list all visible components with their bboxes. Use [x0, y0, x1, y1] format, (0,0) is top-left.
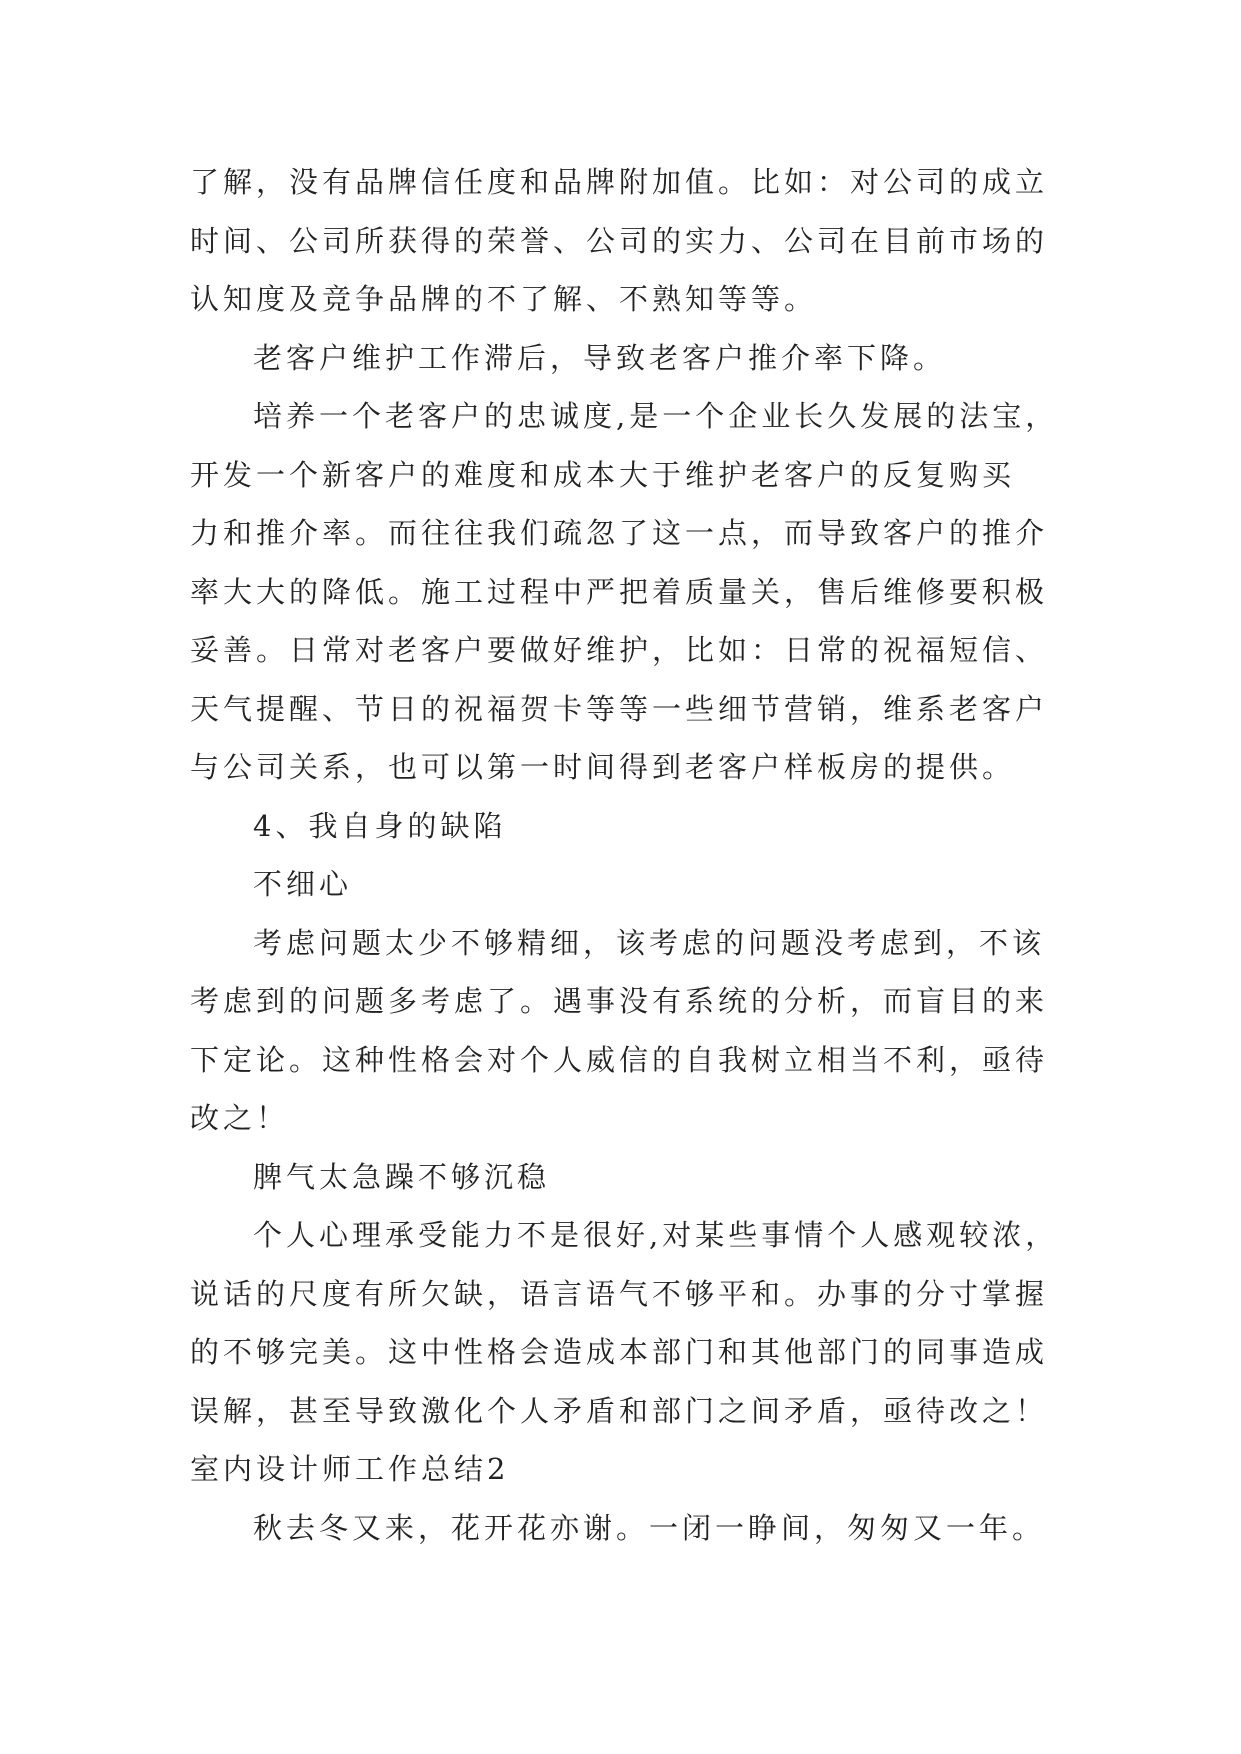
- body-line: 改之！: [190, 1101, 290, 1135]
- subsection-heading: 脾气太急躁不够沉稳: [253, 1159, 551, 1194]
- document-title: 室内设计师工作总结2: [190, 1452, 510, 1486]
- body-line: 力和推介率。而往往我们疏忽了这一点，而导致客户的推介: [190, 516, 1049, 550]
- body-line: 认知度及竞争品牌的不了解、不熟知等等。: [190, 282, 818, 316]
- body-line: 妥善。日常对老客户要做好维护，比如：日常的祝福短信、: [190, 633, 1049, 667]
- section-heading: 4、我自身的缺陷: [253, 808, 507, 843]
- body-line: 的不够完美。这中性格会造成本部门和其他部门的同事造成: [190, 1335, 1049, 1369]
- body-line: 说话的尺度有所欠缺，语言语气不够平和。办事的分寸掌握: [190, 1276, 1049, 1311]
- body-line: 了解，没有品牌信任度和品牌附加值。比如：对公司的成立: [190, 165, 1049, 199]
- subsection-heading: 不细心: [253, 867, 353, 901]
- body-line: 天气提醒、节日的祝福贺卡等等一些细节营销，维系老客户: [190, 691, 1049, 726]
- body-line: 秋去冬又来，花开花亦谢。一闭一睁间，匆匆又一年。: [253, 1510, 1046, 1545]
- document-body: [190, 153, 1070, 1557]
- body-line: 开发一个新客户的难度和成本大于维护老客户的反复购买: [190, 457, 1016, 492]
- body-line: 误解，甚至导致激化个人矛盾和部门之间矛盾，亟待改之！: [190, 1393, 1049, 1428]
- body-line: 率大大的降低。施工过程中严把着质量关，售后维修要积极: [190, 574, 1049, 609]
- body-line: 考虑到的问题多考虑了。遇事没有系统的分析，而盲目的来: [190, 984, 1049, 1018]
- paragraph-heading: 老客户维护工作滞后，导致老客户推介率下降。: [253, 340, 947, 375]
- body-line: 下定论。这种性格会对个人威信的自我树立相当不利，亟待: [190, 1042, 1049, 1077]
- body-line: 与公司关系，也可以第一时间得到老客户样板房的提供。: [190, 750, 1016, 784]
- body-line: 个人心理承受能力不是很好,对某些事情个人感观较浓，: [253, 1218, 1059, 1252]
- body-line: 培养一个老客户的忠诚度,是一个企业长久发展的法宝，: [253, 399, 1059, 433]
- body-line: 考虑问题太少不够精细，该考虑的问题没考虑到，不该: [253, 925, 1046, 960]
- body-line: 时间、公司所获得的荣誉、公司的实力、公司在目前市场的: [190, 223, 1049, 258]
